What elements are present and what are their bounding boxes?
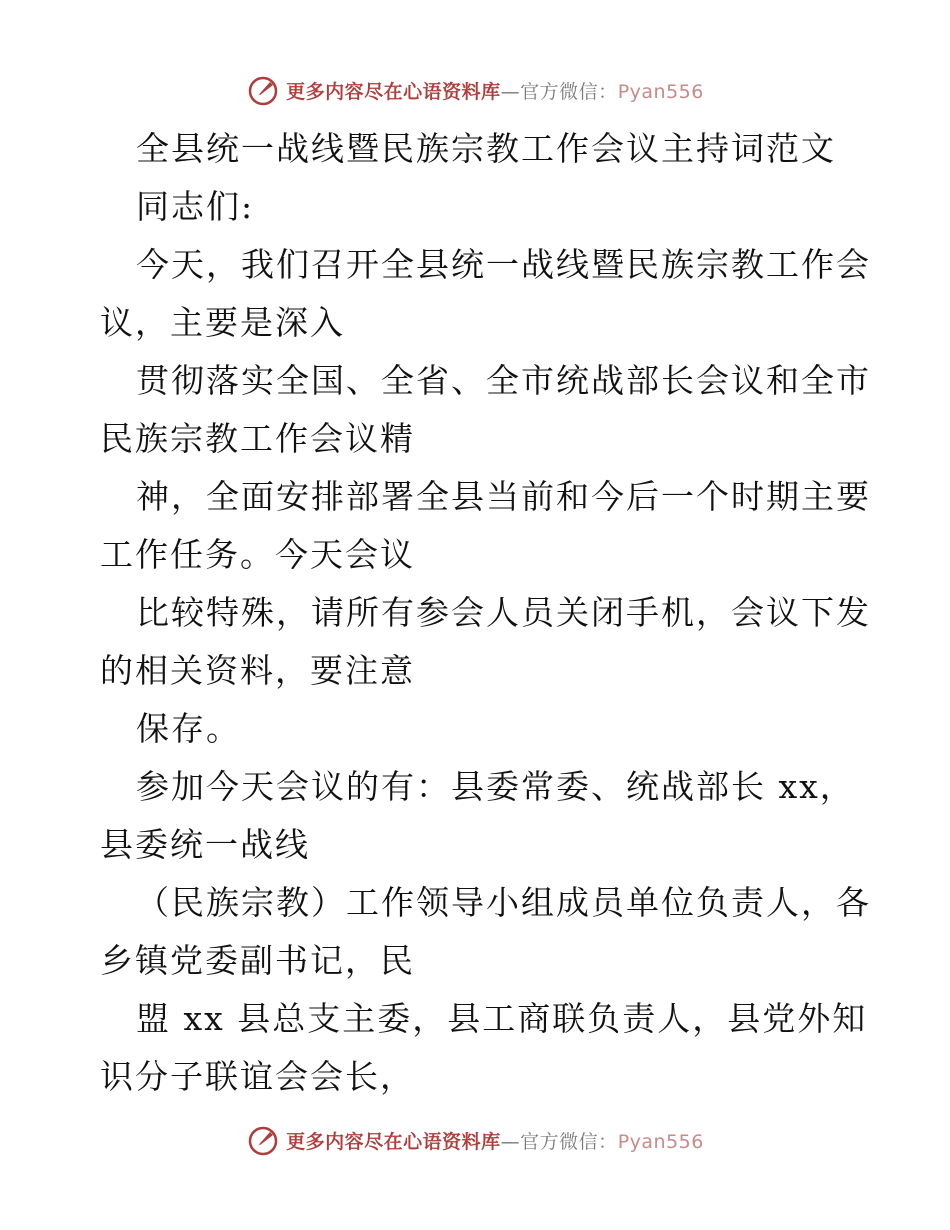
quill-pen-circle-icon	[246, 73, 280, 107]
quill-pen-circle-icon	[246, 1123, 280, 1157]
header-banner-text	[286, 77, 704, 104]
paragraph-line: （民族宗教）工作领导小组成员单位负责人，各	[136, 883, 871, 922]
footer-banner-text	[286, 1127, 704, 1154]
paragraph-line: 参加今天会议的有：县委常委、统战部长 xx，	[136, 767, 855, 806]
footer-banner	[0, 1120, 950, 1160]
paragraph-line: 工作任务。今天会议	[100, 535, 415, 574]
salutation: 同志们:	[136, 187, 255, 226]
header-wechat-id: Pyan556	[617, 80, 704, 103]
paragraph-line: 比较特殊，请所有参会人员关闭手机，会议下发	[136, 593, 871, 632]
footer-wechat-label: 官方微信：	[520, 1130, 618, 1153]
paragraph-line: 的相关资料，要注意	[100, 651, 415, 690]
paragraph-line: 县委统一战线	[100, 825, 310, 864]
document-body	[100, 120, 871, 1106]
paragraph-line: 今天，我们召开全县统一战线暨民族宗教工作会	[136, 245, 871, 284]
paragraph-line: 乡镇党委副书记，民	[100, 941, 415, 980]
document-title: 全县统一战线暨民族宗教工作会议主持词范文	[136, 129, 836, 168]
header-wechat-label: 官方微信：	[520, 80, 618, 103]
header-separator: —	[500, 80, 521, 103]
footer-wechat-id: Pyan556	[617, 1130, 704, 1153]
paragraph-line: 民族宗教工作会议精	[100, 419, 415, 458]
paragraph-line: 识分子联谊会会长，	[100, 1057, 415, 1096]
paragraph-line: 贯彻落实全国、全省、全市统战部长会议和全市	[136, 361, 871, 400]
header-banner	[0, 70, 950, 110]
paragraph-line: 议，主要是深入	[100, 303, 345, 342]
paragraph-line: 盟 xx 县总支主委，县工商联负责人，县党外知	[136, 999, 868, 1038]
paragraph-line: 保存。	[136, 709, 241, 748]
footer-separator: —	[500, 1130, 521, 1153]
footer-brand: 更多内容尽在心语资料库	[286, 1130, 501, 1153]
paragraph-line: 神，全面安排部署全县当前和今后一个时期主要	[136, 477, 871, 516]
header-brand: 更多内容尽在心语资料库	[286, 80, 501, 103]
